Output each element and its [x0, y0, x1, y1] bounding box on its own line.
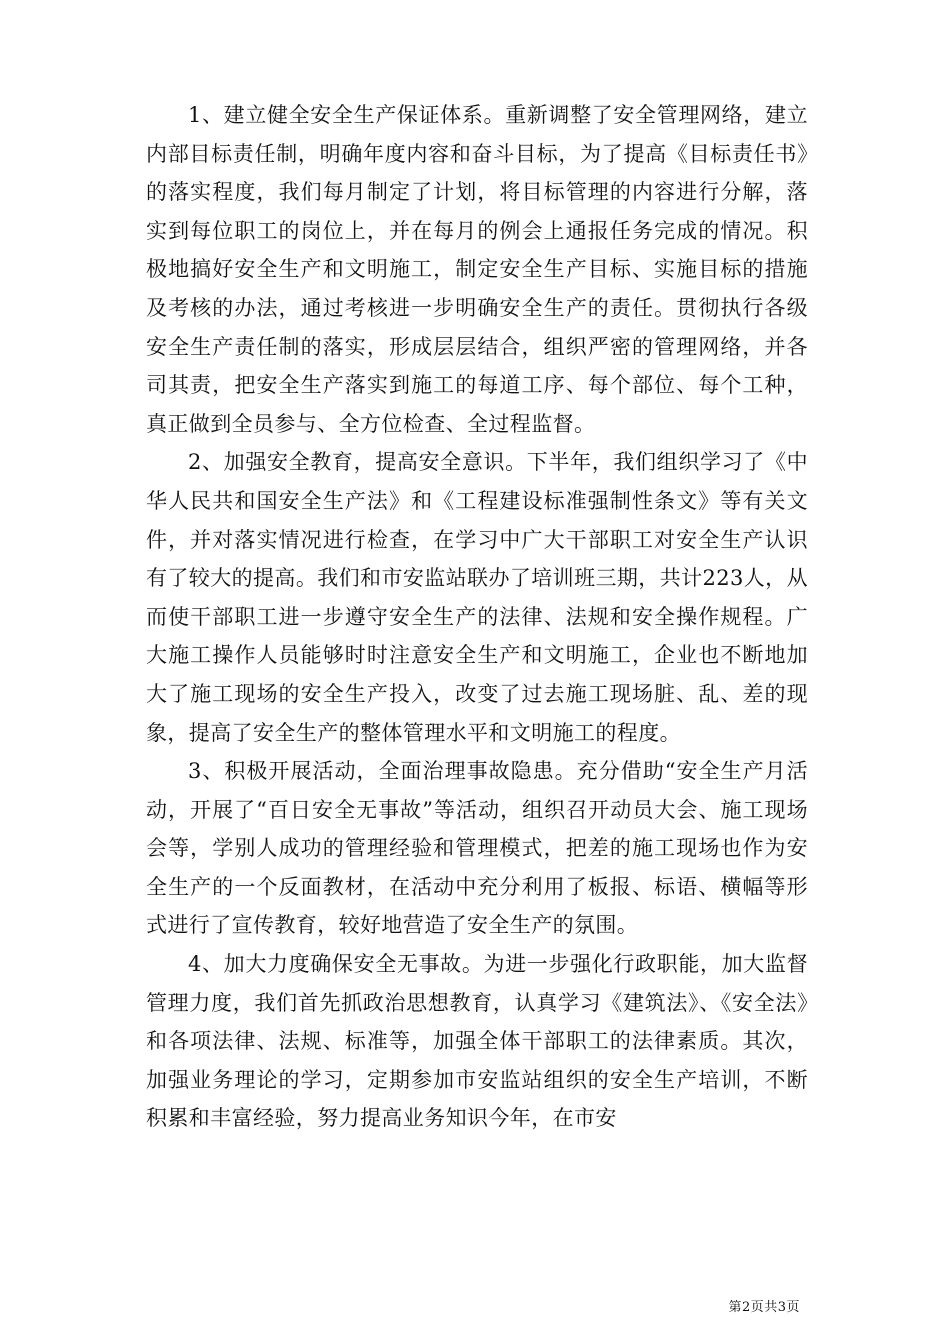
paragraph-2: 2、加强安全教育，提高安全意识。下半年，我们组织学习了《中华人民共和国安全生产法》和《工程建设标准强制性条文》等有关文件，并对落实情况进行检查，在学习中广大干部职工对安全生产认识有了较大的提高。我们和市安监站联办了培训班三期，共计223人，从而使干部职工进一步遵守安全生产的法律、法规和安全操作规程。广大施工操作人员能够时时注意安全生产和文明施工，企业也不断地加大了施工现场的安全生产投入，改变了过去施工现场脏、乱、差的现象，提高了安全生产的整体管理水平和文明施工的程度。: [146, 450, 808, 745]
paragraph-1: 1、建立健全安全生产保证体系。重新调整了安全管理网络，建立内部目标责任制，明确年度内容和奋斗目标，为了提高《目标责任书》的落实程度，我们每月制定了计划，将目标管理的内容进行分解，落实到每位职工的岗位上，并在每月的例会上通报任务完成的情况。积极地搞好安全生产和文明施工，制定安全生产目标、实施目标的措施及考核的办法，通过考核进一步明确安全生产的责任。贯彻执行各级安全生产责任制的落实，形成层层结合，组织严密的管理网络，并各司其责，把安全生产落实到施工的每道工序、每个部位、每个工种，真正做到全员参与、全方位检查、全过程监督。: [146, 103, 808, 436]
paragraph-3: 3、积极开展活动，全面治理事故隐患。充分借助“安全生产月活动，开展了“百日安全无事故”等活动，组织召开动员大会、施工现场会等，学别人成功的管理经验和管理模式，把差的施工现场也作为安全生产的一个反面教材，在活动中充分利用了板报、标语、横幅等形式进行了宣传教育，较好地营造了安全生产的氛围。: [146, 759, 808, 938]
page-number-footer: 第2页共3页: [728, 1300, 800, 1315]
paragraph-4: 4、加大力度确保安全无事故。为进一步强化行政职能，加大监督管理力度，我们首先抓政治思想教育，认真学习《建筑法》、《安全法》和各项法律、法规、标准等，加强全体干部职工的法律素质。其次，加强业务理论的学习，定期参加市安监站组织的安全生产培训，不断积累和丰富经验，努力提高业务知识今年，在市安: [146, 952, 808, 1131]
document-body: [146, 96, 808, 1138]
